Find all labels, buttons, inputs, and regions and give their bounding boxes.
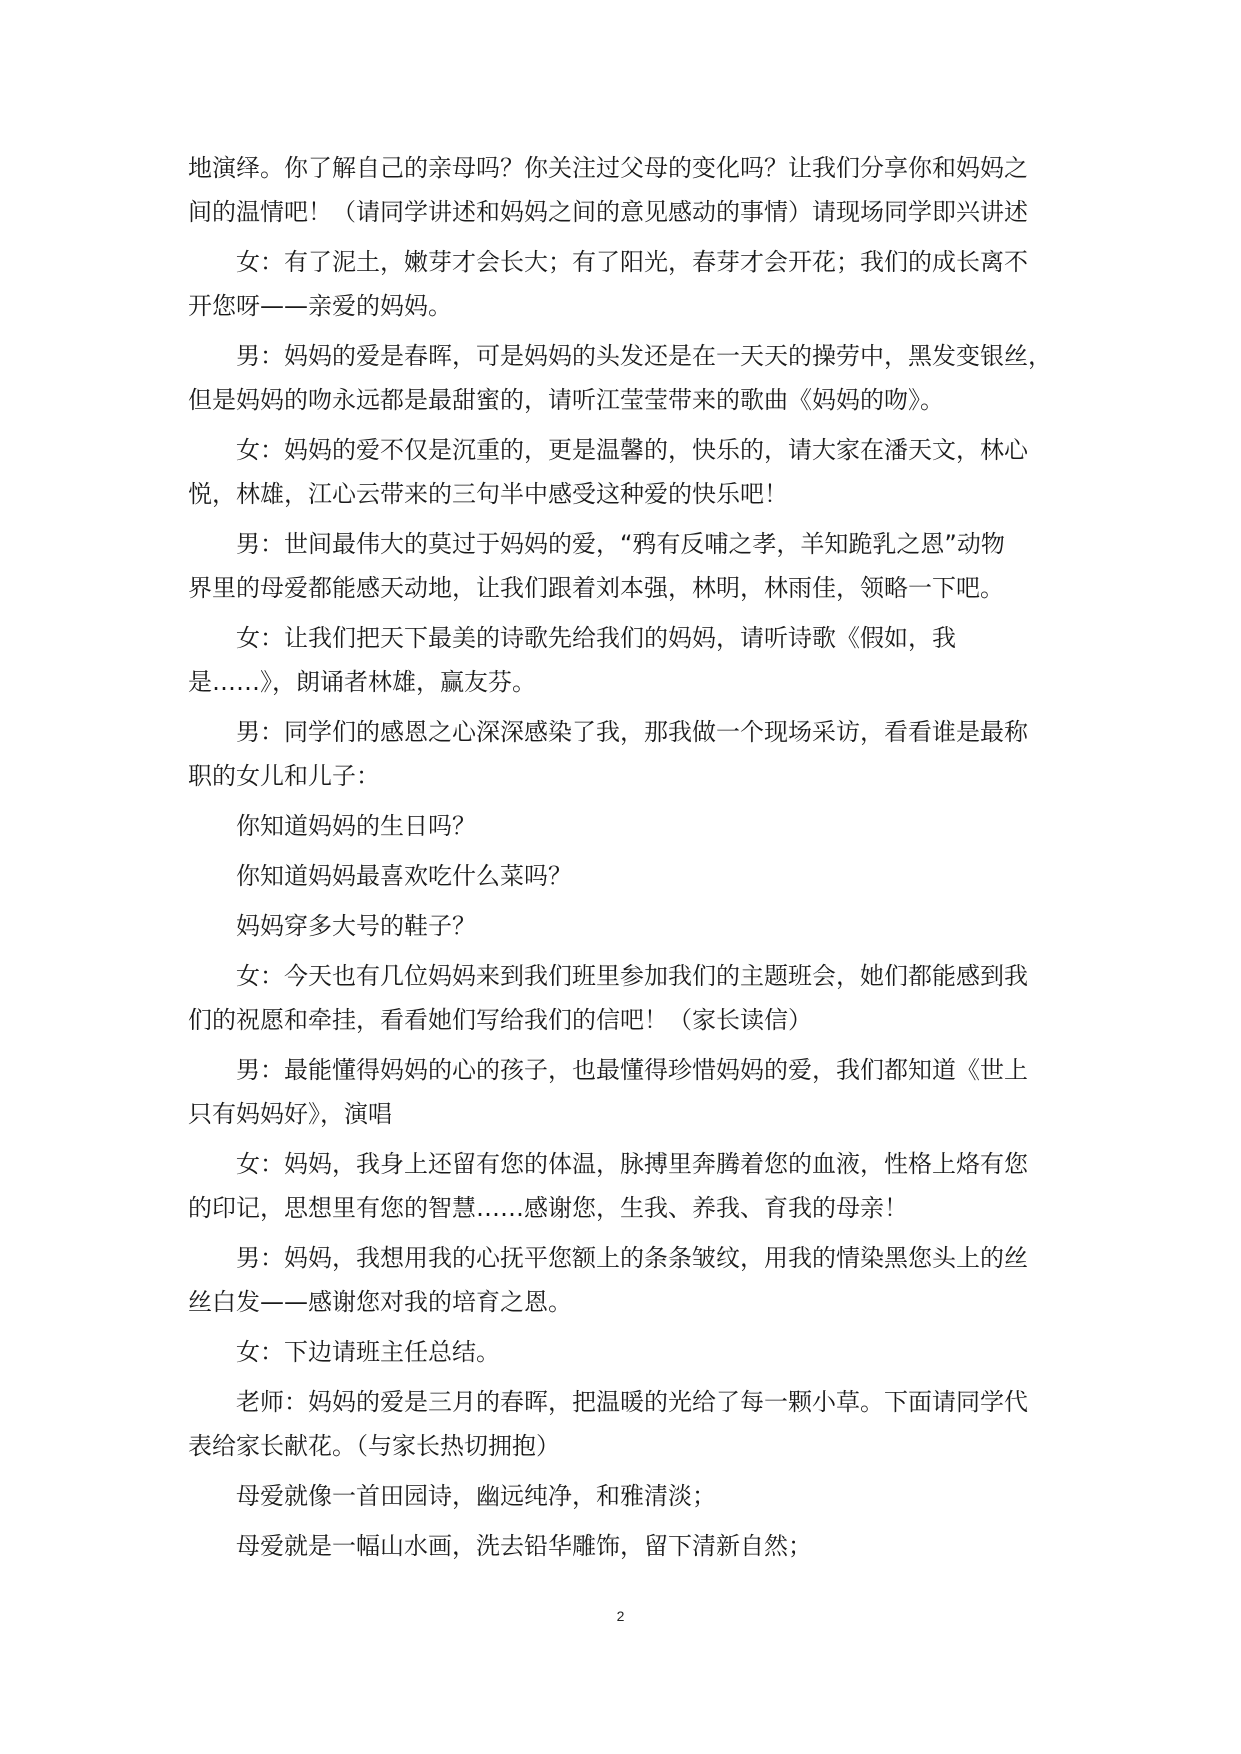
text-line: 妈妈穿多大号的鞋子？	[236, 912, 476, 940]
text-line: 间的温情吧！（请同学讲述和妈妈之间的意见感动的事情）请现场同学即兴讲述	[188, 198, 1028, 226]
text-line: 母爱就是一幅山水画，洗去铅华雕饰，留下清新自然；	[236, 1532, 812, 1560]
text-line: 女：妈妈，我身上还留有您的体温，脉搏里奔腾着您的血液，性格上烙有您	[236, 1150, 1028, 1178]
text-line: 男：最能懂得妈妈的心的孩子，也最懂得珍惜妈妈的爱，我们都知道《世上	[236, 1056, 1028, 1084]
text-line: 老师：妈妈的爱是三月的春晖，把温暖的光给了每一颗小草。下面请同学代	[236, 1388, 1028, 1416]
text-line: 的印记，思想里有您的智慧……感谢您，生我、养我、育我的母亲！	[188, 1194, 908, 1222]
text-line: 女：妈妈的爱不仅是沉重的，更是温馨的，快乐的，请大家在潘天文，林心	[236, 436, 1028, 464]
text-line: 你知道妈妈的生日吗？	[236, 812, 476, 840]
text-line: 们的祝愿和牵挂，看看她们写给我们的信吧！（家长读信）	[188, 1006, 812, 1034]
text-line: 界里的母爱都能感天动地，让我们跟着刘本强，林明，林雨佳，领略一下吧。	[188, 574, 1004, 602]
text-line: 职的女儿和儿子：	[188, 762, 380, 790]
text-line: 男：妈妈的爱是春晖，可是妈妈的头发还是在一天天的操劳中，黑发变银丝，	[236, 342, 1052, 370]
text-line: 表给家长献花。（与家长热切拥抱）	[188, 1432, 560, 1460]
text-line: 只有妈妈好》，演唱	[188, 1100, 392, 1128]
body-text	[188, 146, 1053, 1568]
page-number: 2	[616, 1608, 625, 1624]
text-line: 女：让我们把天下最美的诗歌先给我们的妈妈，请听诗歌《假如，我	[236, 624, 956, 652]
text-line: 悦，林雄，江心云带来的三句半中感受这种爱的快乐吧！	[188, 480, 788, 508]
text-line: 但是妈妈的吻永远都是最甜蜜的，请听江莹莹带来的歌曲《妈妈的吻》。	[188, 386, 944, 414]
text-line: 母爱就像一首田园诗，幽远纯净，和雅清淡；	[236, 1482, 716, 1510]
text-line: 女：今天也有几位妈妈来到我们班里参加我们的主题班会，她们都能感到我	[236, 962, 1028, 990]
text-line: 是……》，朗诵者林雄，赢友芬。	[188, 668, 536, 696]
text-line: 女：下边请班主任总结。	[236, 1338, 500, 1366]
text-line: 男：世间最伟大的莫过于妈妈的爱，“鸦有反哺之孝，羊知跪乳之恩”动物	[236, 530, 1005, 558]
text-line: 男：同学们的感恩之心深深感染了我，那我做一个现场采访，看看谁是最称	[236, 718, 1028, 746]
text-line: 你知道妈妈最喜欢吃什么菜吗？	[236, 862, 572, 890]
text-line: 男：妈妈，我想用我的心抚平您额上的条条皱纹，用我的情染黑您头上的丝	[236, 1244, 1028, 1272]
text-line: 地演绎。你了解自己的亲母吗？你关注过父母的变化吗？让我们分享你和妈妈之	[188, 154, 1028, 182]
text-line: 丝白发——感谢您对我的培育之恩。	[188, 1288, 572, 1316]
text-line: 开您呀——亲爱的妈妈。	[188, 292, 452, 320]
text-line: 女：有了泥土，嫩芽才会长大；有了阳光，春芽才会开花；我们的成长离不	[236, 248, 1028, 276]
